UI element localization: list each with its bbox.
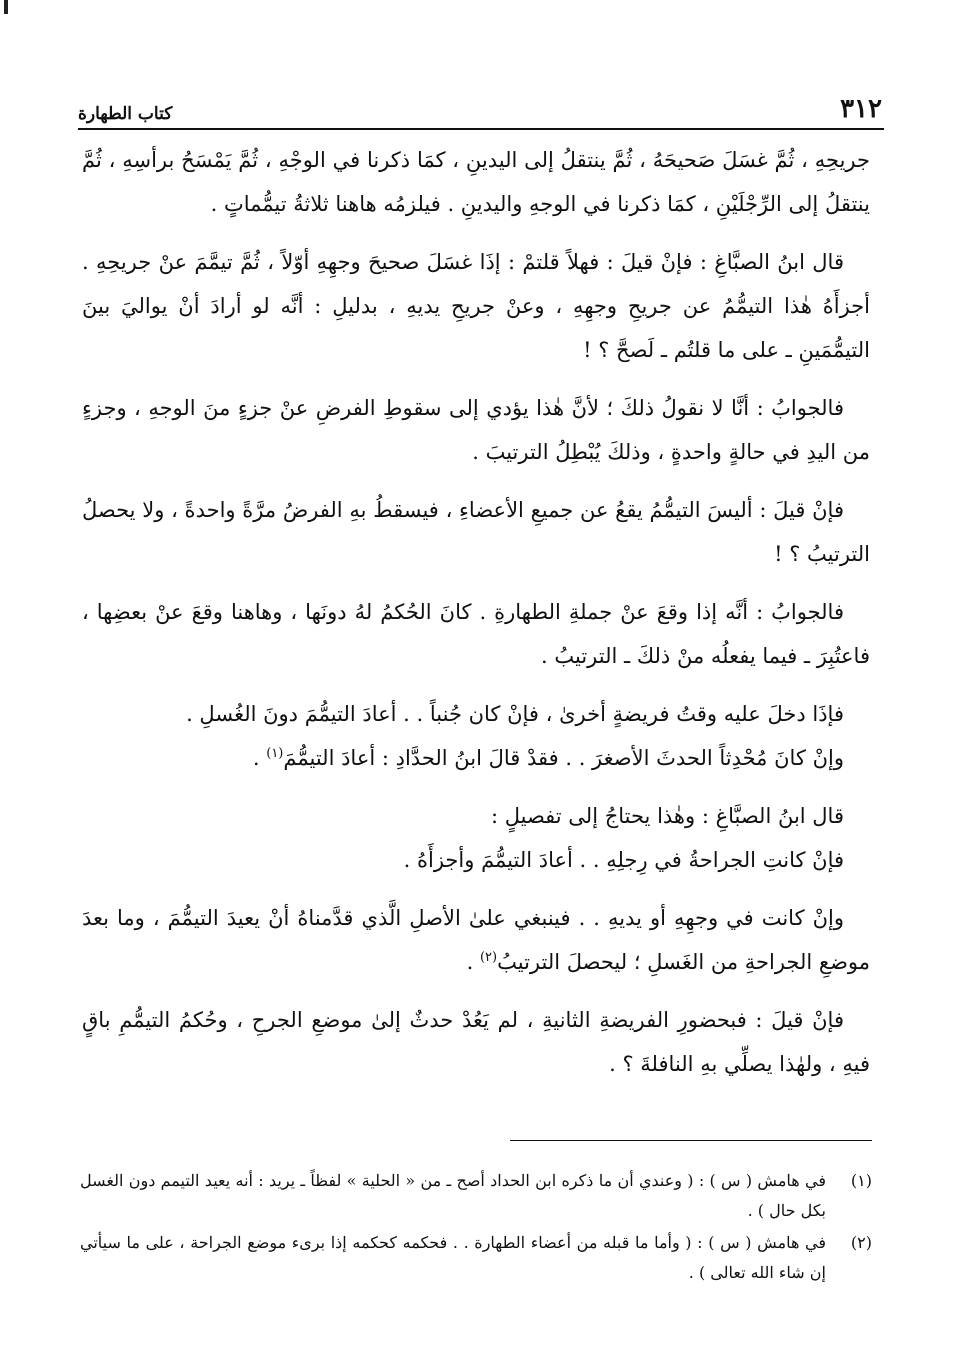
page-header bbox=[78, 88, 882, 124]
footnote-text: في هامش ( س ) : ( وعندي أن ما ذكره ابن الحداد أصح ـ من « الحلية » لفظاً ـ يريد : أنه يعيد التيمم دون الغسل بكل حال ) . bbox=[80, 1171, 826, 1220]
footnote-number: (١) bbox=[850, 1171, 872, 1190]
footnotes bbox=[80, 1166, 872, 1290]
paragraph-end: . bbox=[252, 746, 267, 770]
paragraph: فإنْ قيلَ : أليسَ التيمُّمُ يقعُ عن جميعِ الأعضاءِ ، فيسقطُ بهِ الفرضُ مرَّةً واحدةً ، ولا يحصلُ الترتيبُ ؟ ! bbox=[82, 498, 870, 566]
footnote-2 bbox=[80, 1228, 872, 1288]
paragraph-text: وإنْ كانت في وجهِهِ أو يديهِ . . فينبغي علىٰ الأصلِ الَّذي قدَّمناهُ أنْ يعيدَ التيمُّمَ ، وما بعدَ موضعِ الجراحةِ من الغَسلِ ؛ ليحصلَ الترتيبُ bbox=[82, 906, 870, 974]
running-title: كتاب الطهارة bbox=[78, 104, 173, 124]
paragraph-end: . bbox=[466, 950, 480, 974]
main-text bbox=[82, 138, 870, 1086]
footnote-number: (٢) bbox=[850, 1233, 872, 1252]
paragraph: قال ابنُ الصبَّاغِ : فإنْ قيلَ : فهلاً قلتمْ : إذَا غسَلَ صحيحَ وجهِهِ أوّلاً ، ثُمَّ تيمَّمَ عنْ جريحِهِ . أجزأَهُ هٰذا التيمُّمُ عن جريحِ وجهِهِ ، وعنْ جريحِ يديهِ ، بدليلِ : أنَّه لو أرادَ أنْ يواليَ بينَ التيمُّمَينِ ـ على ما قلتُم ـ لَصحَّ ؟ ! bbox=[82, 250, 870, 362]
footnote-separator bbox=[510, 1140, 872, 1141]
paragraph: فالجوابُ : أنَّه إذا وقعَ عنْ جملةِ الطهارةِ . كانَ الحُكمُ لهُ دونَها ، وهاهنا وقعَ عنْ بعضِها ، فاعتُبِرَ ـ فيما يفعلُه منْ ذلكَ ـ الترتيبُ . bbox=[82, 600, 870, 668]
footnote-ref-1[interactable]: (١) bbox=[266, 746, 284, 761]
footnote-text: في هامش ( س ) : ( وأما ما قبله من أعضاء الطهارة . . فحكمه كحكمه إذا برىء موضع الجراحة ، على ما سيأتي إن شاء الله تعالى ) . bbox=[80, 1233, 826, 1282]
paragraph: فإذَا دخلَ عليه وقتُ فريضةٍ أخرىٰ ، فإنْ كان جُنباً . . أعادَ التيمُّمَ دونَ الغُسلِ . bbox=[186, 702, 844, 726]
paragraph-with-footnote bbox=[82, 896, 870, 984]
paragraph-text: وإنْ كانَ مُحْدِثاً الحدثَ الأصغرَ . . فقدْ قالَ ابنُ الحدَّادِ : أعادَ التيمُّمَ bbox=[283, 746, 844, 770]
paragraph-with-footnote bbox=[82, 736, 870, 780]
footnote-1 bbox=[80, 1166, 872, 1226]
paragraph: فإنْ كانتِ الجراحةُ في رِجلِهِ . . أعادَ التيمُّمَ وأجزأَهُ . bbox=[403, 848, 844, 872]
paragraph: فالجوابُ : أنَّا لا نقولُ ذلكَ ؛ لأنَّ هٰذا يؤدي إلى سقوطِ الفرضِ عنْ جزءٍ منَ الوجهِ ، وجزءٍ من اليدِ في حالةٍ واحدةٍ ، وذلكَ يُبْطِلُ الترتيبَ . bbox=[82, 396, 870, 464]
paragraph: فإنْ قيلَ : فبحضورِ الفريضةِ الثانيةِ ، لم يَعُدْ حدثٌ إلىٰ موضعِ الجرحِ ، وحُكمُ التيمُّمِ باقٍ فيهِ ، ولهٰذا يصلِّي بهِ النافلةَ ؟ . bbox=[82, 1008, 870, 1076]
page-number: ٣١٢ bbox=[840, 94, 882, 124]
paragraph: جريحِهِ ، ثُمَّ غسَلَ صَحيحَهُ ، ثُمَّ ينتقلُ إلى اليدينِ ، كمَا ذكرنا في الوجْهِ ، ثُمَّ يَمْسَحُ برأسِهِ ، ثُمَّ ينتقلُ إلى الرِّجْلَيْنِ ، كمَا ذكرنا في الوجهِ واليدينِ . فيلزمُه هاهنا ثلاثةُ تيمُّماتٍ . bbox=[82, 148, 870, 216]
footnote-ref-2[interactable]: (٢) bbox=[479, 950, 498, 965]
scan-edge-mark bbox=[4, 0, 8, 14]
header-rule bbox=[78, 128, 884, 130]
paragraph: قال ابنُ الصبَّاغِ : وهٰذا يحتاجُ إلى تفصيلٍ : bbox=[490, 804, 844, 828]
